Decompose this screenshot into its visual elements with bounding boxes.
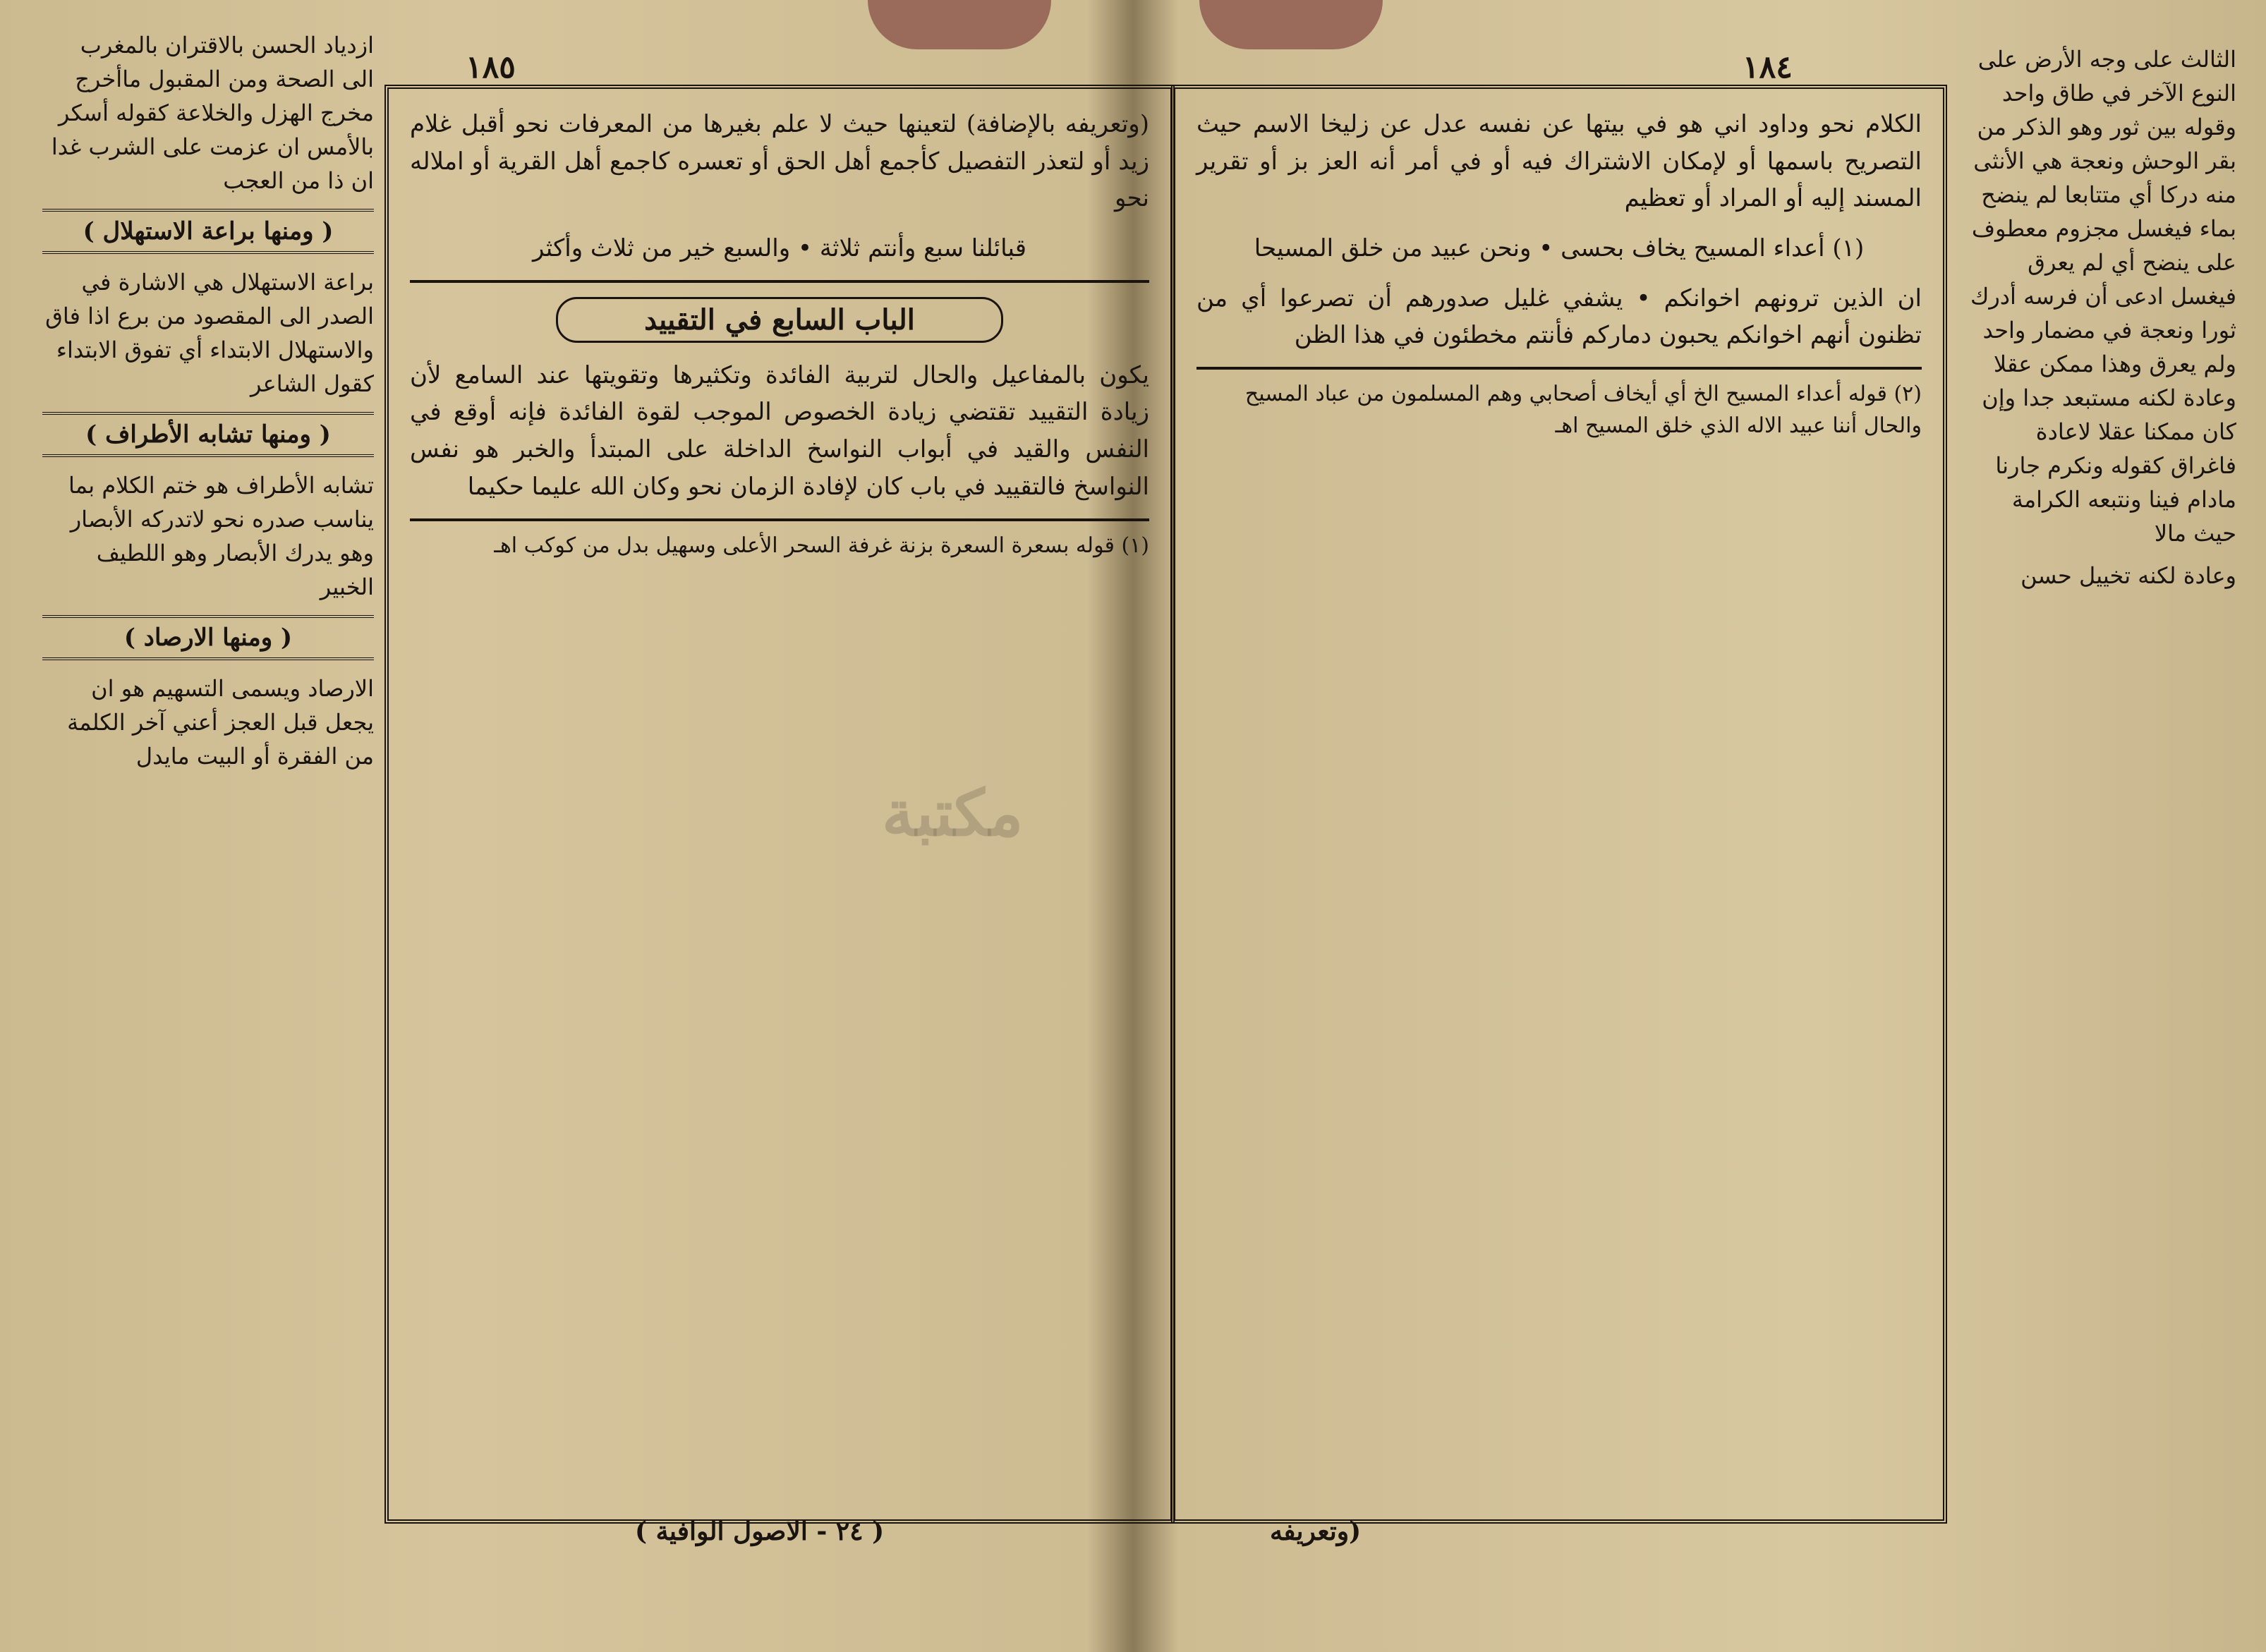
left-margin-heading-1: ( ومنها براعة الاستهلال ): [42, 209, 374, 254]
left-margin-text-1: براعة الاستهلال هي الاشارة في الصدر الى المقصود من برع اذا فاق والاستهلال الابتداء أي تفوق الابتداء كقول الشاعر: [45, 269, 374, 397]
right-margin-closing: وعادة لكنه تخييل حسن: [2020, 562, 2236, 589]
left-margin-heading-3: ( ومنها الارصاد ): [42, 615, 374, 660]
left-main-opening: (وتعريفه بالإضافة) لتعينها حيث لا علم بغيرها من المعرفات نحو أقبل غلام زيد أو لتعذر التفصيل كأجمع أهل الحق أو تعسره كاجمع أهل القرية أو املاله نحو: [410, 110, 1149, 213]
left-margin-top-text: ازدياد الحسن بالاقتران بالمغرب الى الصحة ومن المقبول ماأخرج مخرج الهزل والخلاعة كقوله أسكر بالأمس ان عزمت على الشرب غدا ان ذا من العجب: [51, 32, 374, 194]
left-bottom-caption: ( ٢٤ - الاصول الوافية ): [635, 1517, 885, 1546]
left-footnote: (١) قوله بسعرة السعرة بزنة غرفة السحر الأعلى وسهيل بدل من كوكب اهـ: [410, 518, 1149, 561]
left-margin-text-2: تشابه الأطراف هو ختم الكلام بما يناسب صدره نحو لاتدركه الأبصار وهو يدرك الأبصار وهو اللطيف الخبير: [68, 472, 374, 600]
left-divider: [410, 280, 1149, 283]
right-main-verse: (١) أعداء المسيح يخاف بحسى • ونحن عبيد من خلق المسيحا: [1254, 234, 1865, 263]
left-main-verse: قبائلنا سبع وأنتم ثلاثة • والسبع خير من ثلاث وأكثر: [533, 234, 1026, 263]
chapter-title: الباب السابع في التقييد: [556, 297, 1004, 343]
left-margin-commentary: [42, 28, 374, 1580]
left-margin-text-3: الارصاد ويسمى التسهيم هو ان يجعل قبل العجز أعني آخر الكلمة من الفقرة أو البيت مايدل: [67, 675, 374, 770]
right-page-frame: [1171, 85, 1947, 1524]
right-margin-commentary: [1968, 42, 2236, 1594]
watermark: مكتبة: [882, 776, 1024, 851]
left-main-body: يكون بالمفاعيل والحال لتربية الفائدة وتكثيرها وتقويتها عند السامع لأن زيادة التقييد تقتضي زيادة الخصوص الموجب لقوة الفائدة فإنه أوقع في النفس والقيد في أبواب النواسخ الداخلة على المبتدأ والخبر هو نفس النواسخ فالتقييد في باب كان لإفادة الزمان نحو وكان الله عليما حكيما: [410, 360, 1149, 501]
right-main-body: ان الذين ترونهم اخوانكم • يشفي غليل صدورهم أن تصرعوا أي من تظنون أنهم اخوانكم يحبون دماركم فأنتم مخطئون في هذا الظن: [1196, 284, 1922, 350]
right-footnote: (٢) قوله أعداء المسيح الخ أي أيخاف أصحابي وهم المسلمون من عباد المسيح والحال أننا عبيد الاله الذي خلق المسيح اهـ: [1196, 367, 1922, 442]
left-page-frame: [384, 85, 1175, 1524]
right-page-number: ١٨٤: [1743, 49, 1793, 85]
finger-right: [1199, 0, 1383, 49]
right-margin-text: الثالث على وجه الأرض على النوع الآخر في طاق واحد وقوله بين ثور وهو الذكر من بقر الوحش ونعجة هي الأنثى منه دركا أي متتابعا لم ينضح بماء فيغسل مجزوم معطوف على ينضح أي لم يعرق فيغسل ادعى أن فرسه أدرك ثورا ونعجة في مضمار واحد ولم يعرق وهذا ممكن عقلا وعادة لكنه مستبعد جدا وإن كان ممكنا عقلا لاعادة فاغراق كقوله ونكرم جارنا مادام فينا ونتبعه الكرامة حيث مالا: [1970, 46, 2236, 547]
left-margin-heading-2: ( ومنها تشابه الأطراف ): [42, 412, 374, 457]
right-catchword: (وتعريفه: [1270, 1517, 1362, 1546]
finger-left: [868, 0, 1051, 49]
right-main-opening: الكلام نحو وداود اني هو في بيتها عن نفسه عدل عن زليخا الاسم حيث التصريح باسمها أو لإمكان الاشتراك فيه أو في أمر أنه العز بز أو تقرير المسند إليه أو المراد أو تعظيم: [1196, 110, 1922, 213]
left-page-number: ١٨٥: [466, 49, 516, 85]
